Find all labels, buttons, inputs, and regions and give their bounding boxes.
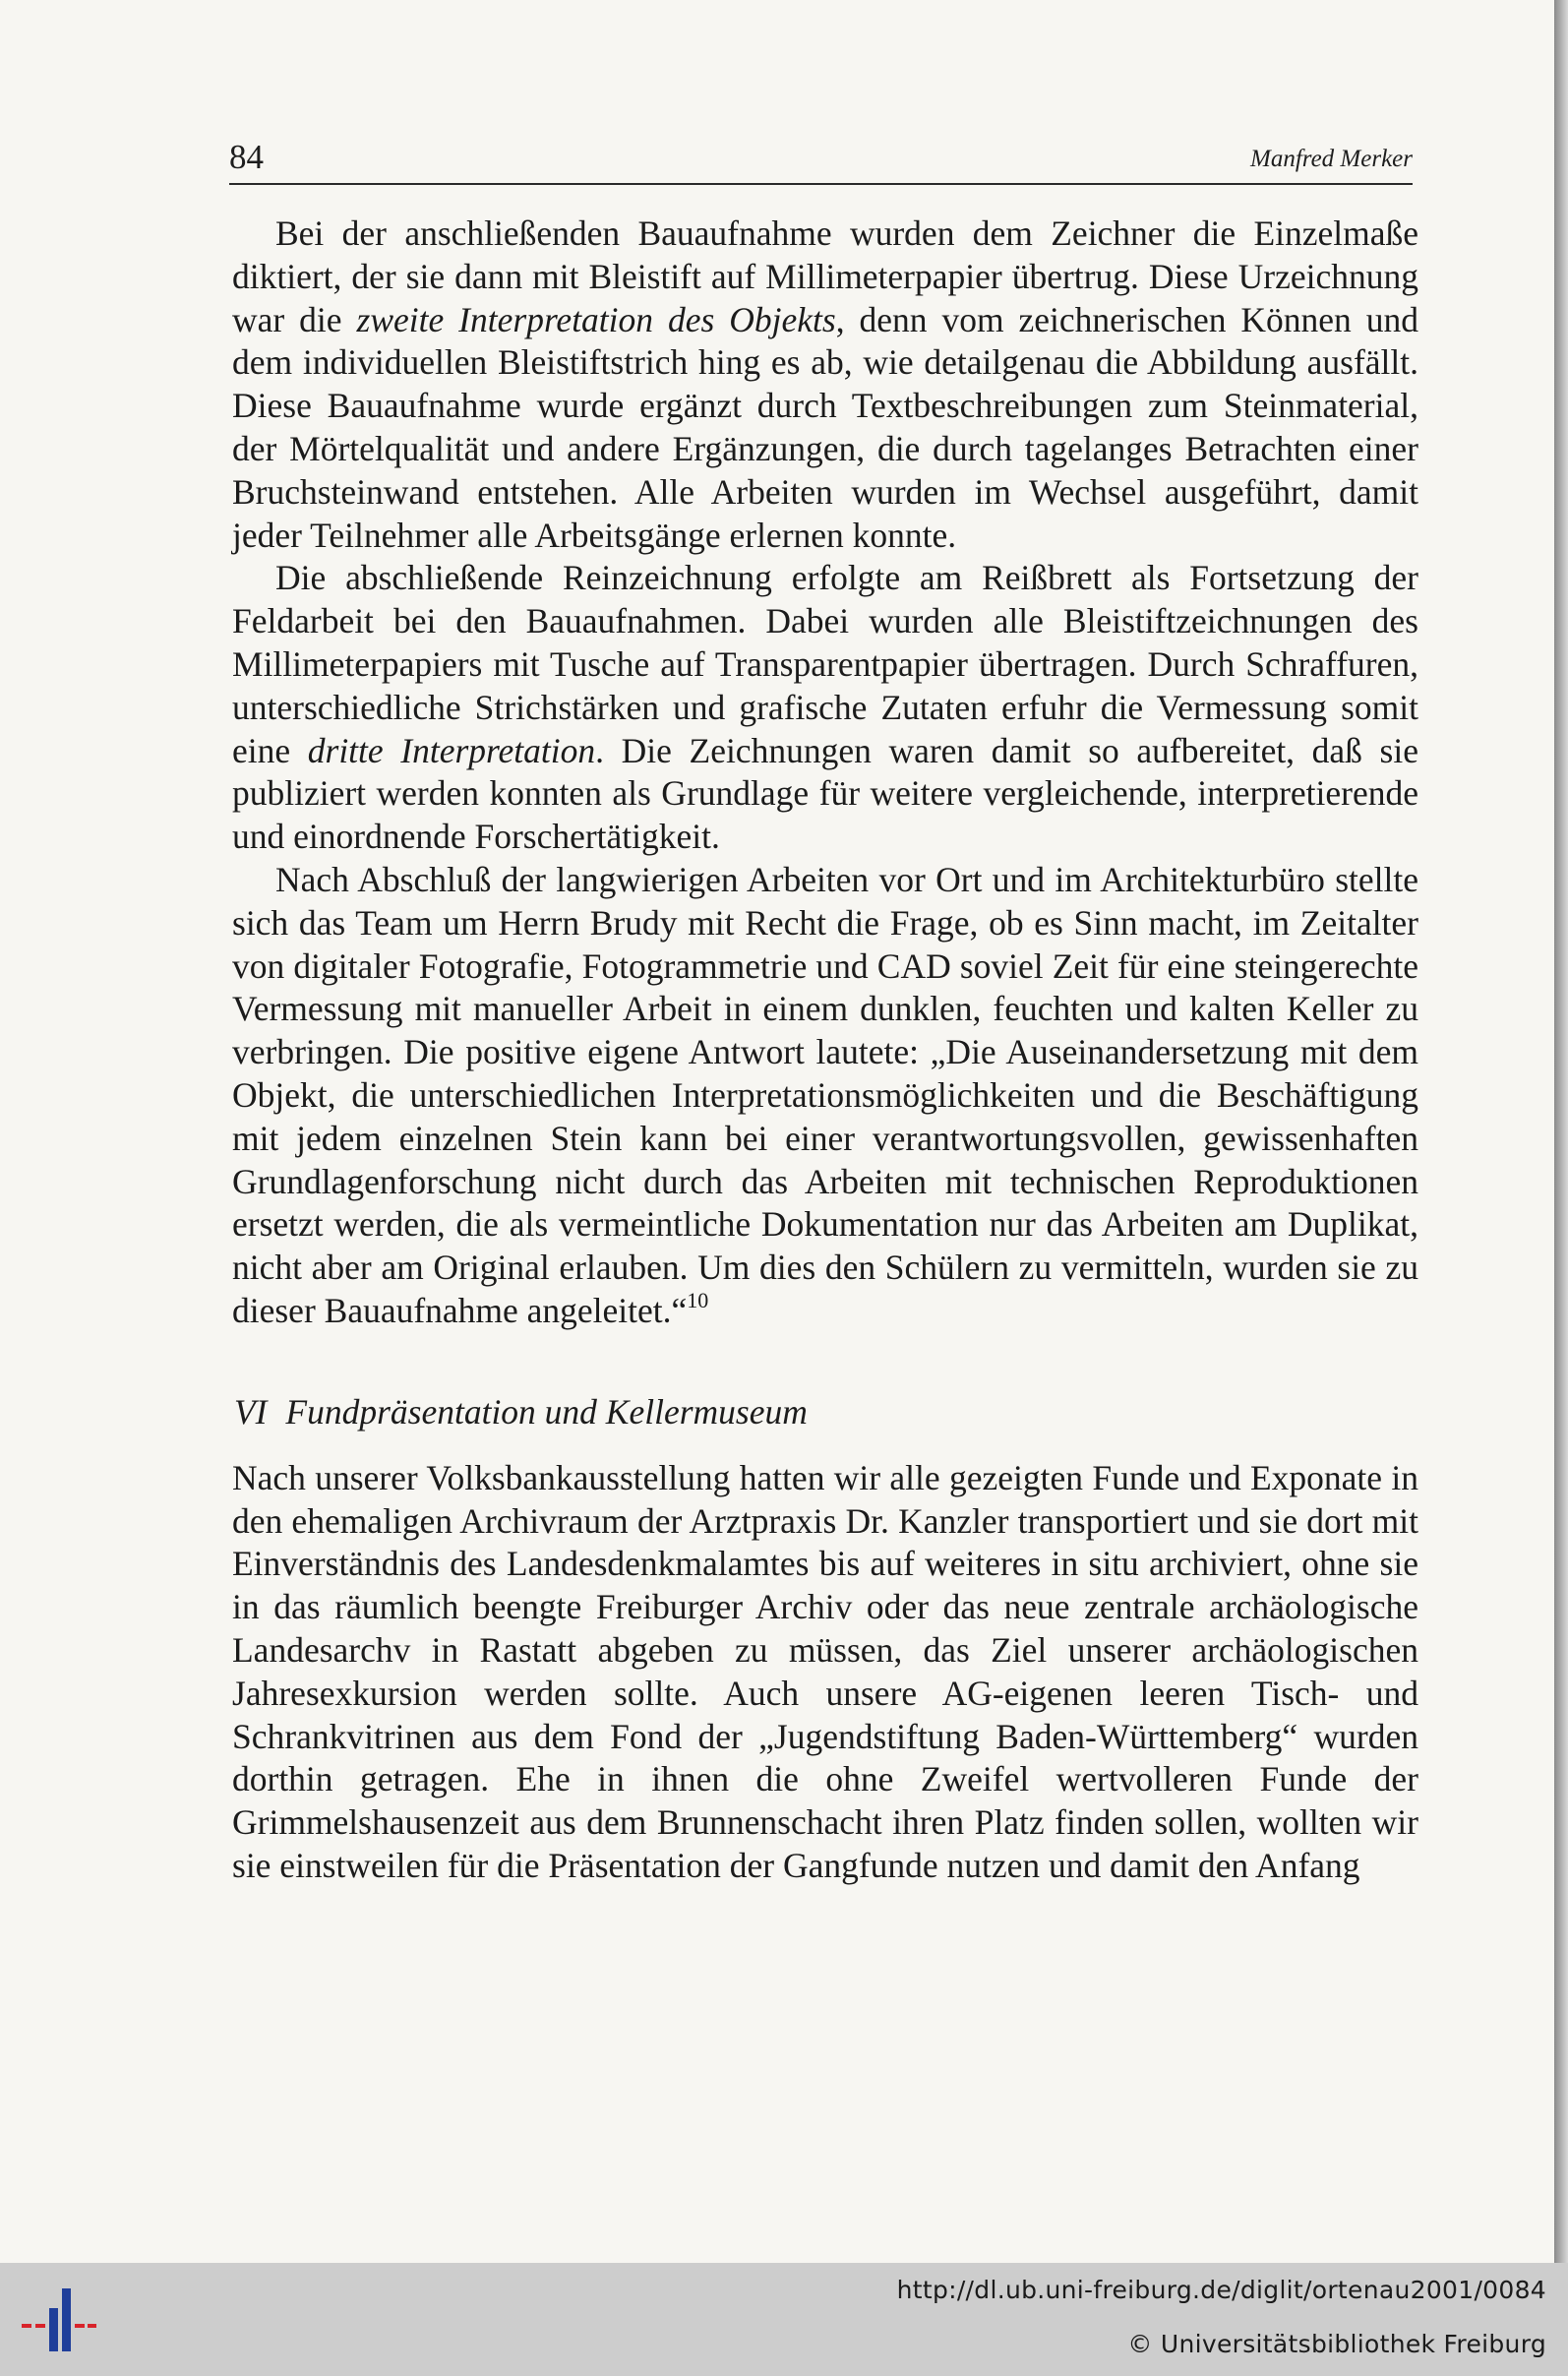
ub-freiburg-logo-icon[interactable] (20, 2285, 98, 2353)
page-number: 84 (229, 138, 264, 176)
emphasis-text: dritte Interpretation (307, 730, 596, 770)
section-heading (234, 1390, 1418, 1433)
section-number: VI (234, 1391, 268, 1432)
footer-url-link[interactable]: http://dl.ub.uni-freiburg.de/diglit/ortenau2001/0084 (896, 2276, 1546, 2304)
paragraph-3: Nach Abschluß der langwierigen Arbeiten vor Ort und im Architekturbüro stellte sich das Team um Herrn Brudy mit Recht die Frage, ob es Sinn macht, im Zeitalter von digitaler Fotografie, Fotogrammetrie und CAD soviel Zeit für eine steingerechte Vermessung mit manueller Arbeit in einem dunklen, feuchten und kalten Keller zu verbringen. Die positive eigene Antwort lautete: „Die Auseinandersetzung mit dem Objekt, die unterschiedlichen Interpretationsmöglichkeiten und die Beschäftigung mit jedem einzelnen Stein kann bei einer verantwortungsvollen, gewissenhaften Grundlagenforschung nicht durch das Arbeiten mit technischen Reproduktionen ersetzt werden, die als vermeintliche Dokumentation nur das Arbeiten am Duplikat, nicht aber am Original erlauben. Um dies den Schülern zu vermitteln, wurden sie zu dieser Bauaufnahme angeleitet.“$^{10}$ (232, 859, 1418, 1330)
page-header (229, 134, 1413, 185)
footnote-marker[interactable]: 10 (687, 1287, 709, 1312)
section-title: Fundpräsentation und Kellermuseum (285, 1391, 808, 1432)
emphasis-text: zweite Interpretation des Objekts (356, 299, 836, 339)
footer-copyright: © Universitätsbibliothek Freiburg (1127, 2330, 1546, 2358)
page-edge-shadow (1554, 0, 1568, 2263)
running-head-author: Manfred Merker (1250, 146, 1413, 172)
section-paragraph: Nach unserer Volksbankausstellung hatten wir alle gezeigten Funde und Exponate in den ehemaligen Archivraum der Arztpraxis Dr. Kanzler transportiert und sie dort mit Einverständnis des Landesdenkmalamtes bis auf weiteres in situ archiviert, ohne sie in das räumlich beengte Freiburger Archiv oder das neue zentrale archäologische Landesarchv in Rastatt abgeben zu müssen, das Ziel unserer archäologischen Jahresexkursion werden sollte. Auch unsere AG-eigenen leeren Tisch- und Schrankvitrinen aus dem Fond der „Jugendstiftung Baden-Württemberg“ wurden dorthin getragen. Ehe in ihnen die ohne Zweifel wertvolleren Funde der Grimmelshausenzeit aus dem Brunnenschacht ihren Platz finden sollen, wollten wir sie einstweilen für die Präsentation der Gangfunde nutzen und damit den Anfang (232, 1457, 1418, 1885)
body-text (232, 213, 1418, 1888)
paragraph-2: Die abschließende Reinzeichnung erfolgte am Reißbrett als Fortsetzung der Feldarbeit bei den Bauaufnahmen. Dabei wurden alle Bleistiftzeichnungen des Millimeterpapiers mit Tusche auf Transparentpapier übertragen. Durch Schraffuren, unterschiedliche Strichstärken und grafische Zutaten erfuhr die Vermessung somit eine dritte Interpretation. Die Zeichnungen waren damit so aufbereitet, daß sie publiziert werden konnten als Grundlage für weitere vergleichende, interpretierende und einordnende Forschertätigkeit. (232, 558, 1418, 857)
paragraph-1: Bei der anschließenden Bauaufnahme wurden dem Zeichner die Einzelmaße diktiert, der sie dann mit Bleistift auf Millimeterpapier übertrug. Diese Urzeichnung war die zweite Interpretation des Objekts, denn vom zeichnerischen Können und dem individuellen Bleistiftstrich hing es ab, wie detailgenau die Abbildung ausfällt. Diese Bauaufnahme wurde ergänzt durch Textbeschreibungen zum Steinmaterial, der Mörtelqualität und andere Ergänzungen, die durch tagelanges Betrachten einer Bruchsteinwand entstehen. Alle Arbeiten wurden im Wechsel ausgeführt, damit jeder Teilnehmer alle Arbeitsgänge erlernen konnte. (232, 213, 1418, 555)
